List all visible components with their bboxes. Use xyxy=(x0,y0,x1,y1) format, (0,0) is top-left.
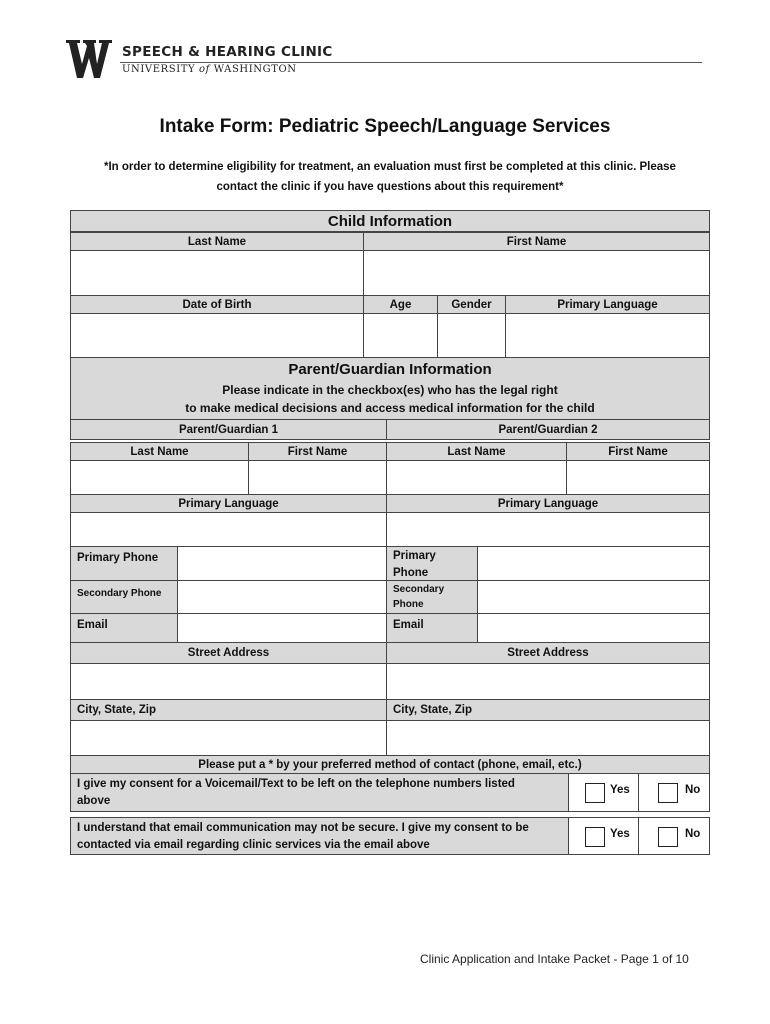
child-dob-field[interactable] xyxy=(70,313,364,358)
child-first-name-label: First Name xyxy=(363,232,710,251)
guardian2-first-name-field[interactable] xyxy=(566,460,710,495)
page-footer: Clinic Application and Intake Packet - Page 1 of 10 xyxy=(420,952,689,966)
voicemail-no-cell xyxy=(638,773,710,812)
child-primary-language-field[interactable] xyxy=(505,313,710,358)
contact-method-instruction: Please put a * by your preferred method of contact (phone, email, etc.) xyxy=(70,755,710,774)
child-age-field[interactable] xyxy=(363,313,438,358)
guardian2-city-state-zip-label: City, State, Zip xyxy=(386,699,710,721)
guardian2-email-field[interactable] xyxy=(477,613,710,643)
guardian1-street-address-label: Street Address xyxy=(70,642,387,664)
email-no-cell xyxy=(638,817,710,855)
guardian2-primary-language-label: Primary Language xyxy=(386,494,710,513)
email-yes-checkbox[interactable] xyxy=(585,827,605,847)
eligibility-note: *In order to determine eligibility for treatment, an evaluation must first be completed at this clinic. Please contact the clinic if you have questions about this requirement* xyxy=(104,161,676,193)
parent-section-header: Parent/Guardian Information Please indicate in the checkbox(es) who has the legal right to make medical decisions and access medical information for the child xyxy=(70,357,710,420)
child-gender-label: Gender xyxy=(437,295,506,314)
voicemail-consent-text: I give my consent for a Voicemail/Text to be left on the telephone numbers listed above xyxy=(70,773,569,812)
guardian2-first-name-label: First Name xyxy=(566,442,710,461)
guardian1-primary-phone-field[interactable] xyxy=(177,546,387,581)
guardian1-city-state-zip-label: City, State, Zip xyxy=(70,699,387,721)
child-first-name-field[interactable] xyxy=(363,250,710,296)
guardian2-last-name-label: Last Name xyxy=(386,442,567,461)
guardian1-city-state-zip-field[interactable] xyxy=(70,720,387,756)
child-section-header: Child Information xyxy=(70,210,710,232)
clinic-name: SPEECH & HEARING CLINIC xyxy=(122,44,333,60)
uw-logo-icon xyxy=(66,40,112,78)
guardian2-primary-language-field[interactable] xyxy=(386,512,710,547)
guardian2-email-label: Email xyxy=(386,613,478,643)
guardian1-first-name-field[interactable] xyxy=(248,460,387,495)
child-last-name-label: Last Name xyxy=(70,232,364,251)
child-dob-label: Date of Birth xyxy=(70,295,364,314)
guardian2-city-state-zip-field[interactable] xyxy=(386,720,710,756)
guardian1-primary-phone-label: Primary Phone xyxy=(70,546,178,581)
guardian1-email-label: Email xyxy=(70,613,178,643)
guardian2-secondary-phone-label: Secondary Phone xyxy=(386,580,478,614)
guardian1-last-name-label: Last Name xyxy=(70,442,249,461)
guardian2-primary-phone-label: Primary Phone xyxy=(386,546,478,581)
guardian1-secondary-phone-label: Secondary Phone xyxy=(70,580,178,614)
guardian1-primary-language-label: Primary Language xyxy=(70,494,387,513)
voicemail-yes-checkbox[interactable] xyxy=(585,783,605,803)
voicemail-no-checkbox[interactable] xyxy=(658,783,678,803)
guardian1-first-name-label: First Name xyxy=(248,442,387,461)
guardian2-primary-phone-field[interactable] xyxy=(477,546,710,581)
guardian1-header: Parent/Guardian 1 xyxy=(70,419,387,440)
guardian2-secondary-phone-field[interactable] xyxy=(477,580,710,614)
guardian2-header: Parent/Guardian 2 xyxy=(386,419,710,440)
child-primary-language-label: Primary Language xyxy=(505,295,710,314)
guardian1-email-field[interactable] xyxy=(177,613,387,643)
voicemail-yes-label: Yes xyxy=(610,784,630,796)
email-no-label: No xyxy=(685,828,701,840)
child-last-name-field[interactable] xyxy=(70,250,364,296)
guardian1-last-name-field[interactable] xyxy=(70,460,249,495)
header-rule xyxy=(120,62,702,63)
email-yes-label: Yes xyxy=(610,828,630,840)
voicemail-no-label: No xyxy=(685,784,701,796)
guardian1-secondary-phone-field[interactable] xyxy=(177,580,387,614)
child-age-label: Age xyxy=(363,295,438,314)
email-yes-cell xyxy=(568,817,639,855)
email-consent-text: I understand that email communication may not be secure. I give my consent to be contacted via email regarding clinic services via the email above xyxy=(70,817,569,855)
page-title: Intake Form: Pediatric Speech/Language Services xyxy=(159,116,611,137)
guardian2-street-address-label: Street Address xyxy=(386,642,710,664)
email-no-checkbox[interactable] xyxy=(658,827,678,847)
guardian1-street-address-field[interactable] xyxy=(70,663,387,700)
child-gender-field[interactable] xyxy=(437,313,506,358)
guardian1-primary-language-field[interactable] xyxy=(70,512,387,547)
voicemail-yes-cell xyxy=(568,773,639,812)
guardian2-street-address-field[interactable] xyxy=(386,663,710,700)
guardian2-last-name-field[interactable] xyxy=(386,460,567,495)
university-name: UNIVERSITY of WASHINGTON xyxy=(122,64,297,75)
